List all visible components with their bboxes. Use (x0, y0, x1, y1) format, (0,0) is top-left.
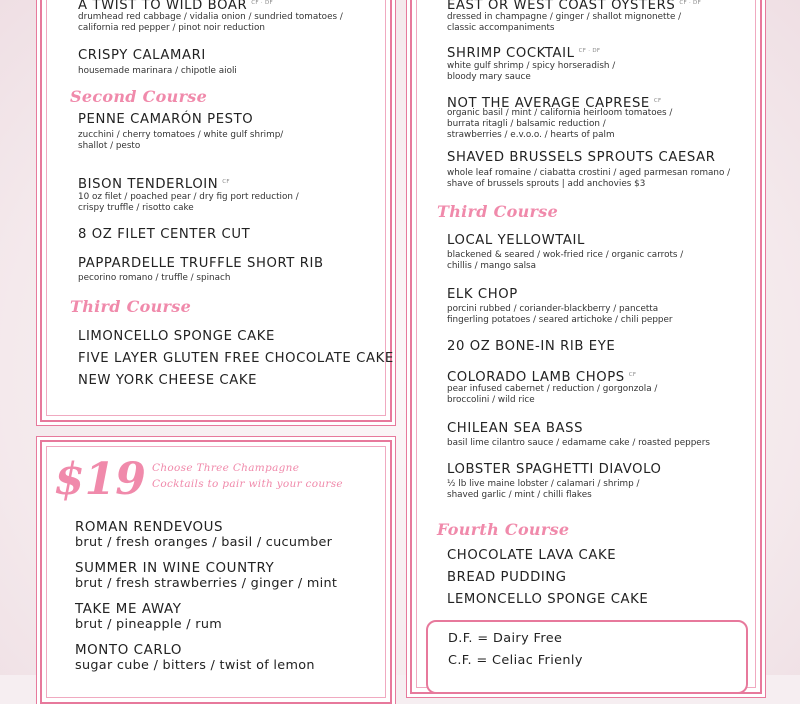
menu-item-desc: 10 oz filet / poached pear / dry fig port reduction / crispy truffle / risotto cake (78, 192, 299, 213)
menu-item-desc: porcini rubbed / coriander-blackberry / pancetta fingerling potatoes / seared artichoke / chili pepper (447, 304, 673, 325)
dessert-item: FIVE LAYER GLUTEN FREE CHOCOLATE CAKE (78, 351, 394, 366)
champagne-promo: Choose Three Champagne Cocktails to pair with your course (152, 462, 343, 490)
drink-name: SUMMER IN WINE COUNTRY (75, 561, 275, 576)
menu-item-oysters: EAST OR WEST COAST OYSTERS $^{CF \cdot DF}$ (447, 0, 702, 13)
menu-item-desc: dressed in champagne / ginger / shallot mignonette / classic accompaniments (447, 12, 682, 33)
menu-item-desc: drumhead red cabbage / vidalia onion / sundried tomatoes / california red pepper / pinot noir reduction (78, 12, 343, 33)
menu-item-desc: pecorino romano / truffle / spinach (78, 273, 231, 283)
menu-item-lobster-spaghetti: LOBSTER SPAGHETTI DIAVOLO (447, 462, 662, 477)
menu-item-desc: zucchini / cherry tomatoes / white gulf shrimp/ shallot / pesto (78, 130, 284, 151)
menu-item-desc: pear infused cabernet / reduction / gorgonzola / broccolini / wild rice (447, 384, 658, 405)
section-title-second-course: Second Course (70, 87, 208, 106)
drink-desc: brut / fresh strawberries / ginger / mint (75, 576, 338, 591)
dessert-item: LIMONCELLO SPONGE CAKE (78, 329, 275, 344)
dessert-item: LEMONCELLO SPONGE CAKE (447, 592, 649, 607)
menu-item-desc: blackened & seared / wok-fried rice / organic carrots / chillis / mango salsa (447, 250, 684, 271)
menu-item-desc: basil lime cilantro sauce / edamame cake / roasted peppers (447, 438, 710, 448)
dessert-item: NEW YORK CHEESE CAKE (78, 373, 258, 388)
menu-item-bison: BISON TENDERLOIN $^{CF}$ (78, 177, 230, 192)
menu-item-elk-chop: ELK CHOP (447, 287, 518, 302)
menu-item-crispy-calamari: CRISPY CALAMARI (78, 48, 206, 63)
legend-celiac-friendly: C.F. = Celiac Frienly (448, 653, 583, 668)
drink-name: TAKE ME AWAY (75, 602, 182, 617)
drink-name: ROMAN RENDEVOUS (75, 520, 224, 535)
legend-dairy-free: D.F. = Dairy Free (448, 631, 563, 646)
dessert-item: CHOCOLATE LAVA CAKE (447, 548, 617, 563)
champagne-price: $19 (54, 454, 146, 505)
menu-item-desc: organic basil / mint / california heirloom tomatoes / burrata ritagli / balsamic reduction / strawberries / e.v.o.o. / hearts of palm (447, 108, 673, 140)
menu-item-shrimp-cocktail: SHRIMP COCKTAIL $^{CF \cdot DF}$ (447, 46, 601, 61)
menu-item-sea-bass: CHILEAN SEA BASS (447, 421, 584, 436)
drink-desc: brut / pineapple / rum (75, 617, 223, 632)
drink-desc: sugar cube / bitters / twist of lemon (75, 658, 315, 673)
section-title-third-course: Third Course (70, 297, 192, 316)
menu-item-desc: white gulf shrimp / spicy horseradish / bloody mary sauce (447, 61, 616, 82)
menu-item-brussels: SHAVED BRUSSELS SPROUTS CAESAR (447, 150, 716, 165)
menu-item-lamb-chops: COLORADO LAMB CHOPS $^{CF}$ (447, 370, 637, 385)
menu-item-caprese: NOT THE AVERAGE CAPRESE $^{CF}$ (447, 96, 662, 111)
menu-item-pappardelle: PAPPARDELLE TRUFFLE SHORT RIB (78, 256, 324, 271)
dessert-item: BREAD PUDDING (447, 570, 567, 585)
menu-item-penne: PENNE CAMARÓN PESTO (78, 112, 254, 127)
menu-item-desc: ½ lb live maine lobster / calamari / shrimp / shaved garlic / mint / chilli flakes (447, 479, 640, 500)
menu-item-desc: whole leaf romaine / ciabatta crostini / aged parmesan romano / shave of brussels sprouts | add anchovies $3 (447, 168, 731, 189)
menu-item-wild-boar: A TWIST TO WILD BOAR $^{CF \cdot DF}$ (78, 0, 273, 13)
menu-item-yellowtail: LOCAL YELLOWTAIL (447, 233, 585, 248)
menu-item-rib-eye: 20 OZ BONE-IN RIB EYE (447, 339, 616, 354)
menu-item-desc: housemade marinara / chipotle aioli (78, 66, 237, 76)
section-title-fourth-course: Fourth Course (437, 520, 570, 539)
drink-name: MONTO CARLO (75, 643, 183, 658)
section-title-third-course-right: Third Course (437, 202, 559, 221)
menu-item-filet: 8 OZ FILET CENTER CUT (78, 227, 251, 242)
drink-desc: brut / fresh oranges / basil / cucumber (75, 535, 333, 550)
